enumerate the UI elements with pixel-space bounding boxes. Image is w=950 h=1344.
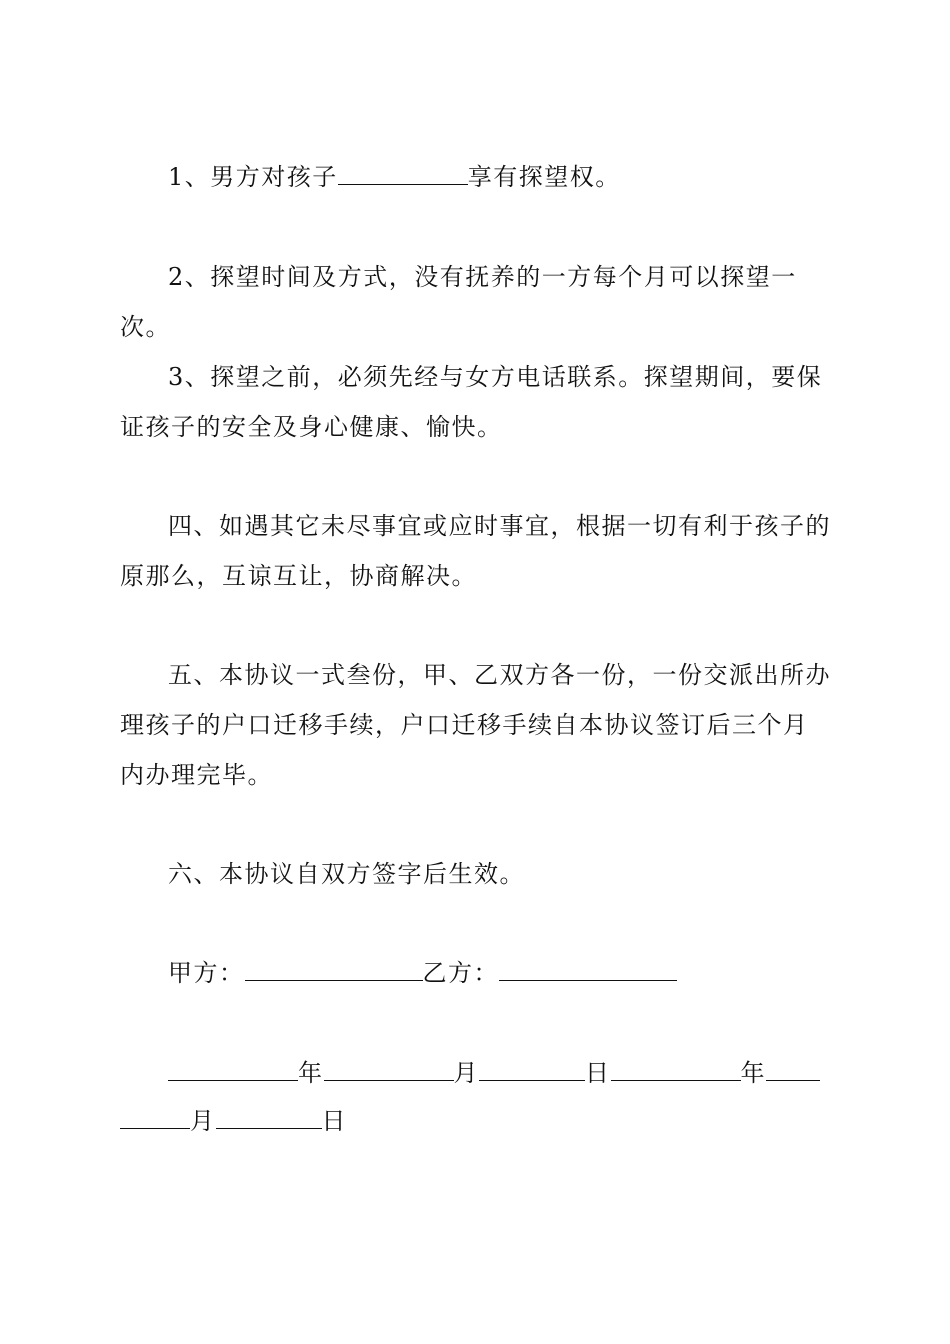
clause-other-matters: 四、如遇其它未尽事宜或应时事宜，根据一切有利于孩子的原那么，互谅互让，协商解决。 [120,512,831,590]
month-label-2: 月 [190,1107,216,1135]
clause-visitation-right-text-b: 享有探望权。 [467,163,621,191]
year-field-2-wrap[interactable] [120,1108,190,1129]
clause-visitation-contact: 3、探望之前，必须先经与女方电话联系。探望期间，要保证孩子的安全及身心健康、愉快。 [120,363,823,441]
date-line-1 [168,1048,820,1098]
clause-effective: 六、本协议自双方签字后生效。 [168,860,525,888]
visitation-blank[interactable] [338,164,468,185]
signature-line [168,948,677,998]
day-field-1[interactable] [479,1060,585,1081]
month-label-1: 月 [453,1059,479,1087]
party-b-signature-field[interactable] [499,960,677,981]
day-label-1: 日 [585,1059,611,1087]
month-field-2[interactable] [216,1108,322,1129]
party-b-label: 乙方： [422,959,499,987]
year-field-2[interactable] [611,1060,741,1081]
party-a-label: 甲方： [168,959,245,987]
year-label-2: 年 [740,1059,766,1087]
date-line-2 [120,1096,347,1146]
party-a-signature-field[interactable] [245,960,423,981]
clause-visitation-right [168,152,621,202]
year-field-2-cont[interactable] [766,1060,820,1081]
clause-visitation-right-text-a: 1、男方对孩子 [168,163,338,191]
month-field-1[interactable] [324,1060,454,1081]
year-field-1[interactable] [168,1060,298,1081]
clause-visitation-time: 2、探望时间及方式，没有抚养的一方每个月可以探望一次。 [120,263,797,341]
year-label-1: 年 [298,1059,324,1087]
clause-copies: 五、本协议一式叁份，甲、乙双方各一份，一份交派出所办理孩子的户口迁移手续，户口迁移手续自本协议签订后三个月内办理完毕。 [120,661,831,789]
day-label-2: 日 [321,1107,347,1135]
